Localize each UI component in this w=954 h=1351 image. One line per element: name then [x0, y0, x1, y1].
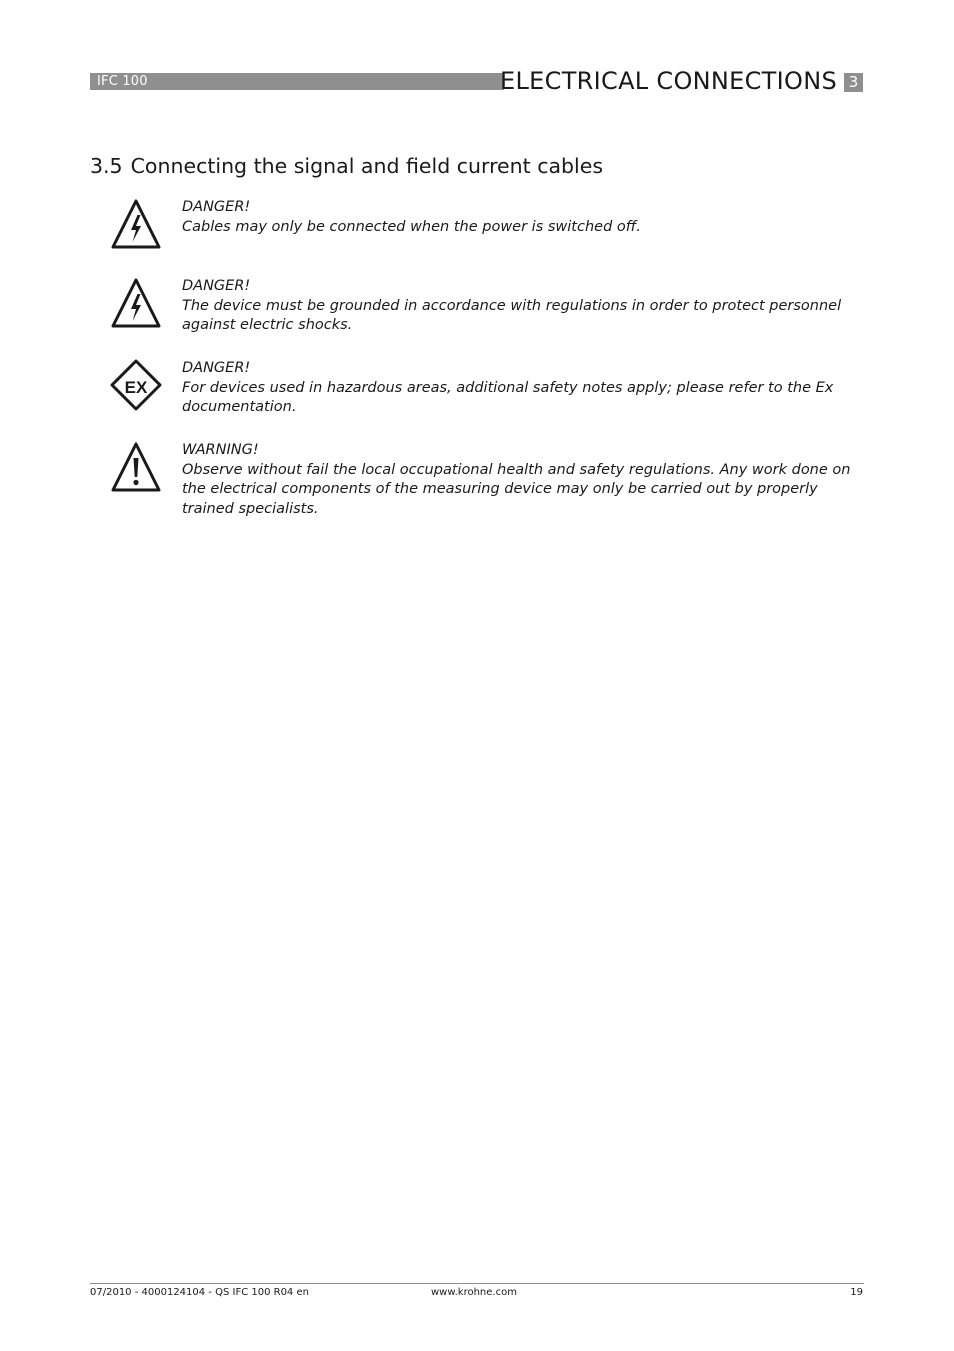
ex-icon-label: EX	[124, 378, 148, 397]
notice-title: DANGER!	[182, 199, 251, 215]
notice-body	[182, 441, 872, 519]
header-chapter-title: ELECTRICAL CONNECTIONS	[500, 67, 837, 95]
footer-website: www.krohne.com	[431, 1287, 517, 1298]
ex-hazard-icon	[110, 359, 162, 411]
section-heading	[90, 152, 603, 180]
warning-exclamation-icon	[110, 441, 162, 493]
electric-hazard-icon	[110, 198, 162, 250]
footer-doc-reference: 07/2010 - 4000124104 - QS IFC 100 R04 en	[90, 1287, 309, 1298]
notice-body	[182, 198, 872, 237]
notice-text: The device must be grounded in accordance with regulations in order to protect personnel against electric shocks.	[182, 297, 842, 333]
footer-page-number: 19	[850, 1287, 863, 1298]
section-number: 3.5	[90, 154, 123, 178]
header-chapter-number: 3	[844, 73, 863, 92]
notice-title: DANGER!	[182, 278, 251, 294]
electric-hazard-icon	[110, 277, 162, 329]
notice-title: WARNING!	[182, 442, 259, 458]
notice-text: For devices used in hazardous areas, additional safety notes apply; please refer to the Ex documentation.	[182, 379, 834, 415]
notice-text: Observe without fail the local occupational health and safety regulations. Any work done on the electrical components of the measuring device may only be carried out by properly trained specialists.	[182, 461, 851, 517]
notice-body	[182, 359, 872, 418]
footer-rule	[90, 1283, 864, 1284]
section-title: Connecting the signal and field current cables	[130, 154, 604, 178]
header-bar	[90, 73, 504, 90]
notice-text: Cables may only be connected when the power is switched off.	[182, 218, 641, 235]
header-product-name: IFC 100	[97, 74, 148, 89]
notice-body	[182, 277, 872, 336]
notice-title: DANGER!	[182, 360, 251, 376]
